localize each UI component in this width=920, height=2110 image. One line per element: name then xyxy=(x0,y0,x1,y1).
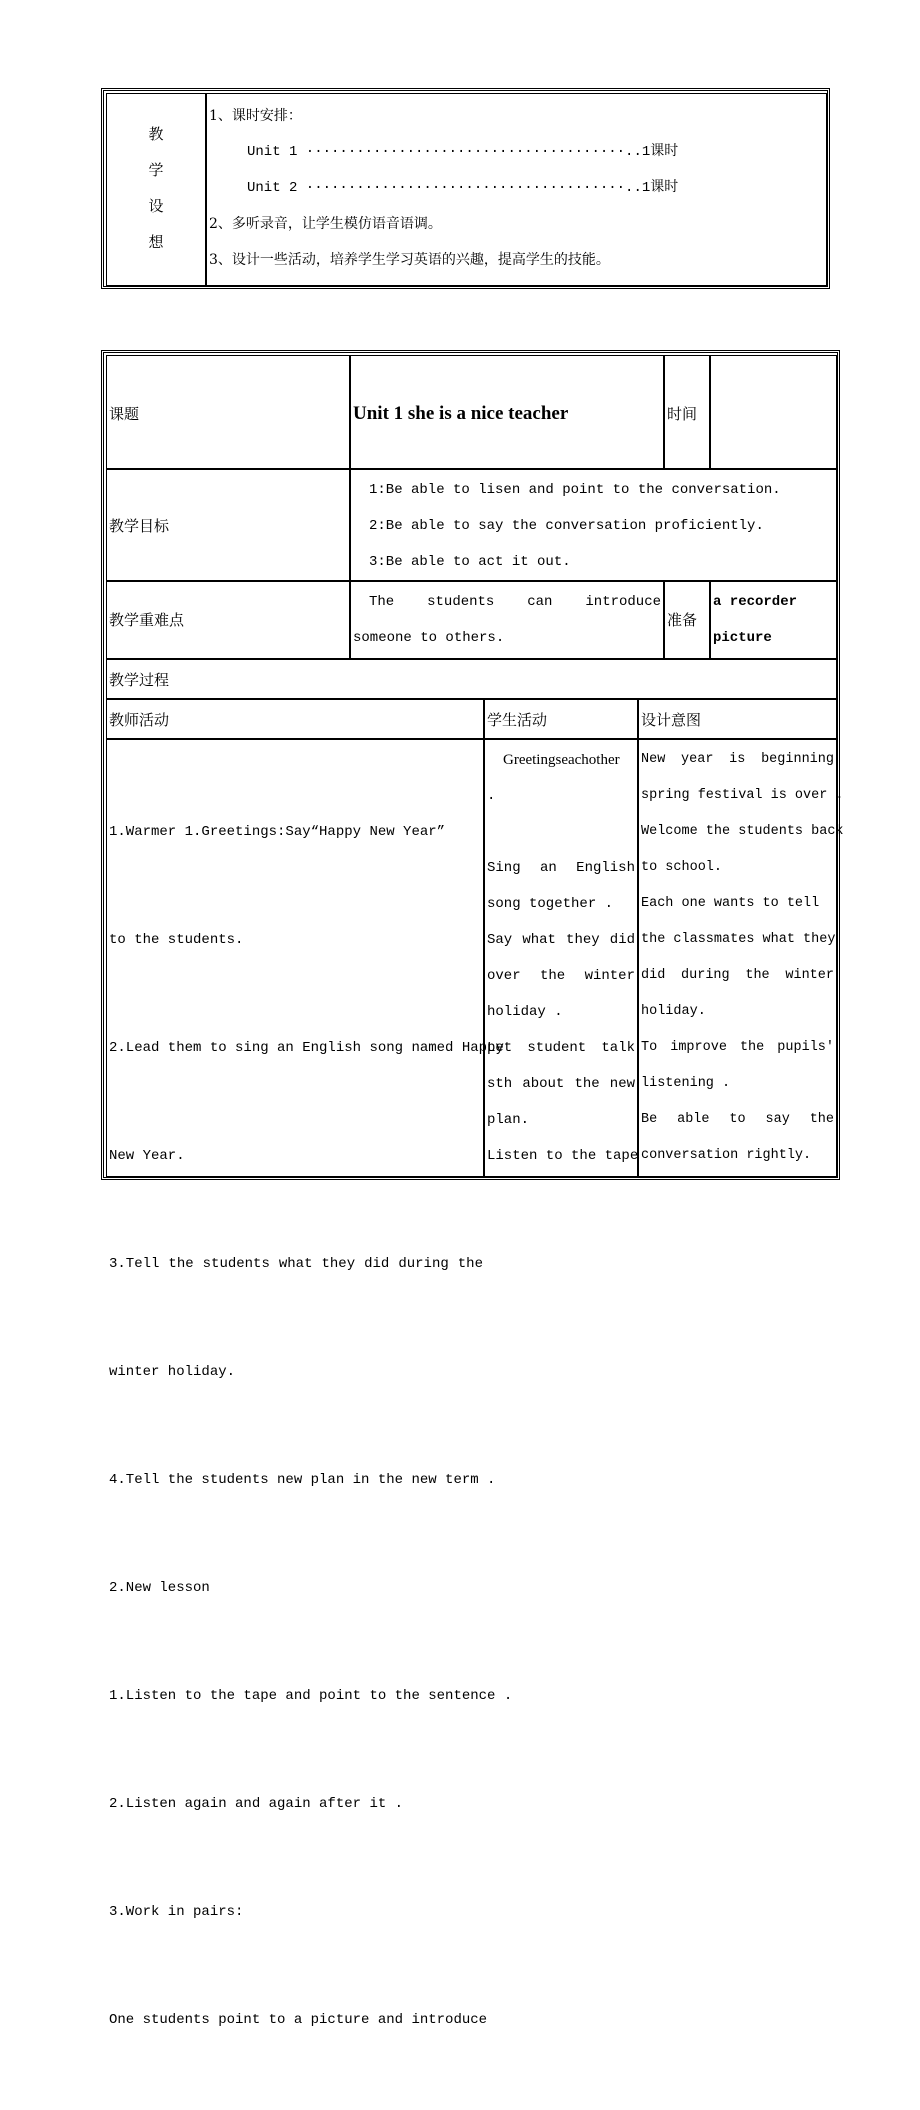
design-line: 2、多听录音，让学生模仿语音语调。 xyxy=(209,216,442,232)
teacher-line: 2.Lead them to sing an English song named Happy xyxy=(109,1040,504,1056)
column-header: 教师活动 xyxy=(109,711,170,729)
teacher-line: 1.Listen to the tape and point to the sentence . xyxy=(109,1688,513,1704)
teacher-line: 1.Warmer 1.Greetings:Say“Happy New Year” xyxy=(109,824,446,840)
teaching-design-label-cell xyxy=(106,93,206,286)
student-activity-cell xyxy=(484,739,638,1177)
time-label-cell xyxy=(664,355,710,469)
column-header: 学生活动 xyxy=(487,711,548,729)
intent-line: Be able to say the xyxy=(641,1112,834,1127)
difficulty-label-cell xyxy=(106,581,350,659)
student-line: song together . xyxy=(487,896,614,912)
intent-line: did during the winter xyxy=(641,968,834,983)
student-activity-header-cell xyxy=(484,699,638,739)
difficulty-line: someone to others. xyxy=(353,630,505,646)
label-char: 教 xyxy=(148,125,164,143)
goals-label-cell xyxy=(106,469,350,581)
teacher-activity-cell xyxy=(106,739,513,2028)
teacher-line: 2.New lesson xyxy=(109,1580,210,1596)
column-header: 设计意图 xyxy=(641,711,702,729)
student-line: sth about the new xyxy=(487,1076,635,1092)
label-char: 想 xyxy=(148,233,164,251)
student-line: Listen to the tape xyxy=(487,1148,639,1164)
intent-line: To improve the pupils' xyxy=(641,1040,834,1055)
time-value-cell xyxy=(710,355,837,469)
student-line: Say what they did xyxy=(487,932,635,948)
topic-label: 课题 xyxy=(109,405,140,423)
intent-line: the classmates what they xyxy=(641,932,836,947)
intent-line: Welcome the students back xyxy=(641,824,844,839)
teacher-line: 3.Work in pairs: xyxy=(109,1904,244,1920)
student-line: over the winter xyxy=(487,968,635,984)
teacher-line: 4.Tell the students new plan in the new term . xyxy=(109,1472,496,1488)
teacher-line: 2.Listen again and again after it . xyxy=(109,1796,404,1812)
design-line: Unit 1 ······································..1课时 xyxy=(247,144,679,160)
topic-title: Unit 1 she is a nice teacher xyxy=(353,403,569,424)
intent-line: Each one wants to tell xyxy=(641,896,820,911)
difficulty-content-cell xyxy=(350,581,664,659)
intent-line: to school. xyxy=(641,860,723,875)
prep-label: 准备 xyxy=(667,611,698,629)
student-line: Let student talk xyxy=(487,1040,635,1056)
design-intent-header-cell xyxy=(638,699,837,739)
intent-line: New year is beginning xyxy=(641,752,834,767)
process-label-cell xyxy=(106,659,837,699)
intent-line: conversation rightly. xyxy=(641,1148,812,1163)
goals-content-cell xyxy=(350,469,837,581)
student-line: . xyxy=(487,788,496,804)
student-line: Sing an English xyxy=(487,860,635,876)
teaching-design-content-cell xyxy=(206,93,827,286)
process-label: 教学过程 xyxy=(109,671,170,689)
prep-label-cell xyxy=(664,581,710,659)
teacher-line: 3.Tell the students what they did during the xyxy=(109,1256,483,1272)
student-line: holiday . xyxy=(487,1004,563,1020)
design-line: 1、课时安排： xyxy=(209,108,302,124)
label-char: 设 xyxy=(148,197,164,215)
intent-line: listening . xyxy=(641,1076,731,1091)
prep-line: a recorder xyxy=(713,594,798,610)
difficulty-line: The students can introduce xyxy=(369,594,661,610)
teacher-line: New Year. xyxy=(109,1148,185,1164)
goal-item: 2:Be able to say the conversation proficiently. xyxy=(369,518,764,534)
teacher-line: winter holiday. xyxy=(109,1364,236,1380)
teacher-line: One students point to a picture and introduce xyxy=(109,2012,488,2028)
teaching-design-table xyxy=(101,88,830,289)
teacher-line: to the students. xyxy=(109,932,244,948)
intent-line: spring festival is over . xyxy=(641,788,844,803)
prep-content-cell xyxy=(710,581,837,659)
topic-title-cell xyxy=(350,355,664,469)
topic-label-cell xyxy=(106,355,350,469)
goal-item: 3:Be able to act it out. xyxy=(369,554,571,570)
design-line: 3、设计一些活动，培养学生学习英语的兴趣，提高学生的技能。 xyxy=(209,252,610,268)
difficulty-label: 教学重难点 xyxy=(109,611,185,629)
design-intent-cell xyxy=(638,739,844,1177)
prep-line: picture xyxy=(713,630,772,646)
teacher-activity-header-cell xyxy=(106,699,484,739)
lesson-plan-table xyxy=(101,350,844,2028)
student-line xyxy=(487,814,635,850)
label-char: 学 xyxy=(148,161,164,179)
student-line: plan. xyxy=(487,1112,530,1128)
design-line: Unit 2 ······································..1课时 xyxy=(247,180,679,196)
goals-label: 教学目标 xyxy=(109,517,170,535)
time-label: 时间 xyxy=(667,405,698,423)
goal-item: 1:Be able to lisen and point to the conversation. xyxy=(369,482,781,498)
student-line: Greetingseachother xyxy=(503,752,620,768)
intent-line: holiday. xyxy=(641,1004,706,1019)
